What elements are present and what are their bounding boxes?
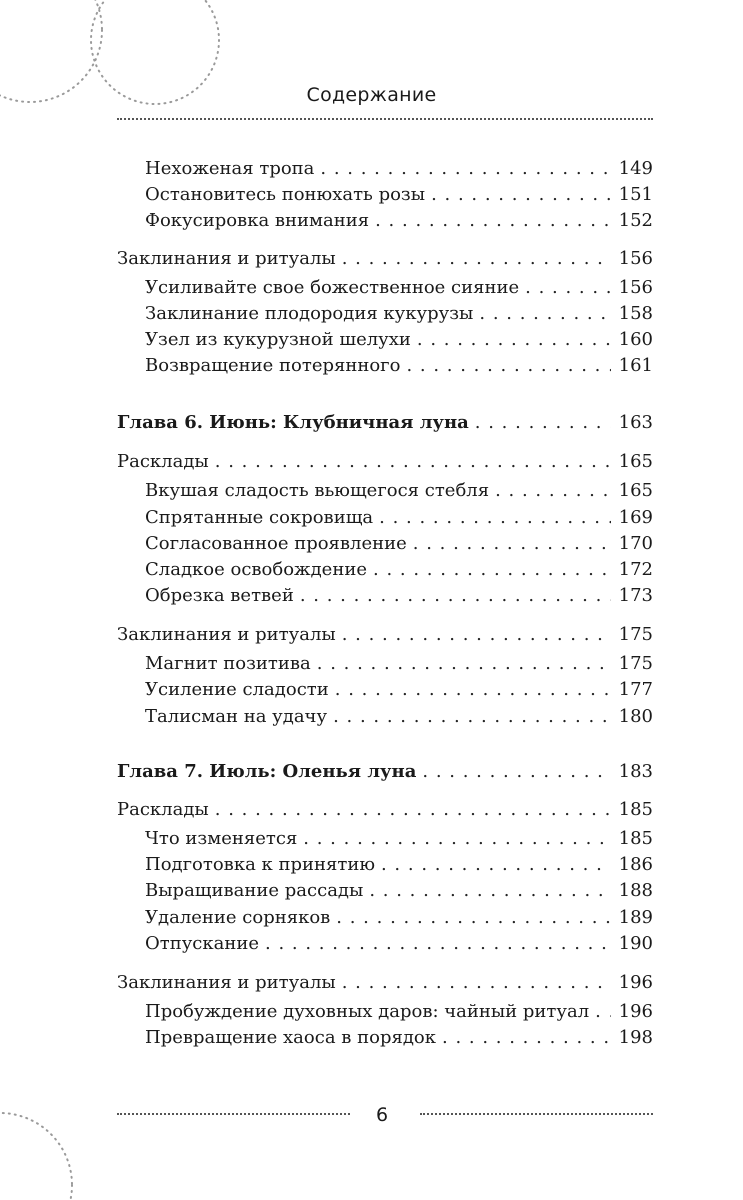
toc-chapter[interactable] — [117, 410, 653, 436]
toc-entry-title: Расклады — [117, 799, 209, 820]
dot-leader — [300, 583, 611, 609]
toc-entry[interactable] — [145, 156, 653, 182]
toc-section[interactable] — [117, 797, 653, 823]
toc-entry-title: Выращивание рассады — [145, 880, 364, 901]
toc-entry-title: Заклинания и ритуалы — [117, 624, 336, 645]
toc-entry-title: Удаление сорняков — [145, 907, 331, 928]
dot-leader — [265, 931, 611, 957]
dot-leader — [342, 622, 611, 648]
toc-entry[interactable] — [145, 583, 653, 609]
toc-entry-page: 172 — [618, 559, 653, 580]
toc-entry-title: Фокусировка внимания — [145, 210, 370, 231]
toc-entry-page: 165 — [618, 451, 653, 472]
toc-entry-title: Возвращение потерянного — [145, 355, 401, 376]
toc-entry-page: 161 — [618, 355, 653, 376]
toc-entry-title: Вкушая сладость вьющегося стебля — [145, 480, 490, 501]
toc-entry-page: 175 — [618, 653, 653, 674]
toc-entry-title: Расклады — [117, 451, 209, 472]
toc-entry-title: Сладкое освобождение — [145, 559, 367, 580]
bottom-circle — [0, 1113, 72, 1200]
toc-entry-page: 198 — [618, 1027, 653, 1048]
dot-leader — [342, 970, 611, 996]
toc-entry-page: 183 — [618, 761, 653, 782]
toc-entry[interactable] — [145, 931, 653, 957]
toc-entry-page: 156 — [618, 248, 653, 269]
toc-entry[interactable] — [145, 353, 653, 379]
toc-entry[interactable] — [145, 852, 653, 878]
toc-entry[interactable] — [145, 905, 653, 931]
toc-entry[interactable] — [145, 275, 653, 301]
toc-entry-page: 186 — [618, 854, 653, 875]
toc-entry-page: 180 — [618, 706, 653, 727]
dot-leader — [373, 557, 611, 583]
toc-entry[interactable] — [145, 999, 653, 1025]
toc-entry-title: Заклинания и ритуалы — [117, 248, 336, 269]
toc-entry[interactable] — [145, 704, 653, 730]
toc-chapter[interactable] — [117, 759, 653, 785]
toc-entry-title: Согласованное проявление — [145, 533, 407, 554]
dot-leader — [442, 1025, 611, 1051]
dot-leader — [320, 156, 610, 182]
toc-entry-title: Спрятанные сокровища — [145, 507, 374, 528]
toc-entry-page: 177 — [618, 679, 653, 700]
toc-entry-page: 156 — [618, 277, 653, 298]
toc-entry-title: Усиление сладости — [145, 679, 329, 700]
toc-entry-page: 165 — [618, 480, 653, 501]
toc-entry[interactable] — [145, 677, 653, 703]
toc-entry-page: 158 — [618, 303, 653, 324]
toc-entry[interactable] — [145, 557, 653, 583]
toc-entry-title: Узел из кукурузной шелухи — [145, 329, 411, 350]
toc-section[interactable] — [117, 246, 653, 272]
footer-dotted-rule-right — [420, 1113, 653, 1115]
toc-entry-title: Талисман на удачу — [145, 706, 328, 727]
toc-section[interactable] — [117, 622, 653, 648]
toc-entry-title: Заклинание плодородия кукурузы — [145, 303, 474, 324]
dot-leader — [303, 826, 610, 852]
page-number: 6 — [375, 1104, 389, 1126]
dot-leader — [381, 852, 611, 878]
dot-leader — [495, 478, 611, 504]
toc-entry-page: 173 — [618, 585, 653, 606]
dot-leader — [342, 246, 611, 272]
footer-dotted-rule-left — [117, 1113, 350, 1115]
dot-leader — [215, 797, 611, 823]
toc-entry-page: 185 — [618, 799, 653, 820]
toc-entry-page: 149 — [618, 158, 653, 179]
dot-leader — [422, 759, 610, 785]
toc-entry-title: Пробуждение духовных даров: чайный ритуал — [145, 1001, 590, 1022]
toc-entry[interactable] — [145, 1025, 653, 1051]
dot-leader — [333, 704, 611, 730]
toc-entry-title: Отпускание — [145, 933, 260, 954]
toc-entry-title: Превращение хаоса в порядок — [145, 1027, 437, 1048]
dot-leader — [417, 327, 611, 353]
dot-leader — [475, 410, 611, 436]
toc-entry-title: Обрезка ветвей — [145, 585, 294, 606]
toc-entry-title: Усиливайте свое божественное сияние — [145, 277, 520, 298]
toc-entry[interactable] — [145, 182, 653, 208]
toc-entry-page: 160 — [618, 329, 653, 350]
toc-entry[interactable] — [145, 878, 653, 904]
toc-entry-page: 151 — [618, 184, 653, 205]
toc-entry[interactable] — [145, 208, 653, 234]
dot-leader — [595, 999, 611, 1025]
toc-entry-page: 189 — [618, 907, 653, 928]
header-dotted-rule — [117, 118, 653, 120]
toc-entry-title: Заклинания и ритуалы — [117, 972, 336, 993]
dot-leader — [379, 505, 610, 531]
toc-entry-page: 185 — [618, 828, 653, 849]
toc-entry[interactable] — [145, 301, 653, 327]
toc-entry-page: 163 — [618, 412, 653, 433]
toc-entry[interactable] — [145, 327, 653, 353]
toc-entry-title: Что изменяется — [145, 828, 298, 849]
toc-section[interactable] — [117, 449, 653, 475]
toc-chapter-title: Глава 6. Июнь: Клубничная луна — [117, 412, 469, 433]
dot-leader — [406, 353, 610, 379]
toc-entry[interactable] — [145, 531, 653, 557]
toc-entry[interactable] — [145, 651, 653, 677]
toc-entry-title: Остановитесь понюхать розы — [145, 184, 426, 205]
dot-leader — [317, 651, 611, 677]
toc-entry-page: 170 — [618, 533, 653, 554]
dot-leader — [335, 677, 611, 703]
toc-entry-page: 152 — [618, 210, 653, 231]
running-header: Содержание — [306, 84, 437, 106]
toc-entry[interactable] — [145, 478, 653, 504]
toc-entry-page: 196 — [618, 972, 653, 993]
dot-leader — [479, 301, 610, 327]
toc-entry-title: Магнит позитива — [145, 653, 311, 674]
dot-leader — [336, 905, 610, 931]
dot-leader — [375, 208, 611, 234]
toc-entry-page: 175 — [618, 624, 653, 645]
dot-leader — [215, 449, 611, 475]
toc-entry-title: Нехоженая тропа — [145, 158, 315, 179]
dot-leader — [525, 275, 611, 301]
dot-leader — [369, 878, 610, 904]
toc-entry-page: 196 — [618, 1001, 653, 1022]
toc-entry-title: Подготовка к принятию — [145, 854, 375, 875]
toc-chapter-title: Глава 7. Июль: Оленья луна — [117, 761, 417, 782]
dot-leader — [413, 531, 611, 557]
toc-entry[interactable] — [145, 826, 653, 852]
dot-leader — [431, 182, 611, 208]
toc-entry[interactable] — [145, 505, 653, 531]
toc-entry-page: 190 — [618, 933, 653, 954]
toc-entry-page: 188 — [618, 880, 653, 901]
toc-section[interactable] — [117, 970, 653, 996]
toc-entry-page: 169 — [618, 507, 653, 528]
